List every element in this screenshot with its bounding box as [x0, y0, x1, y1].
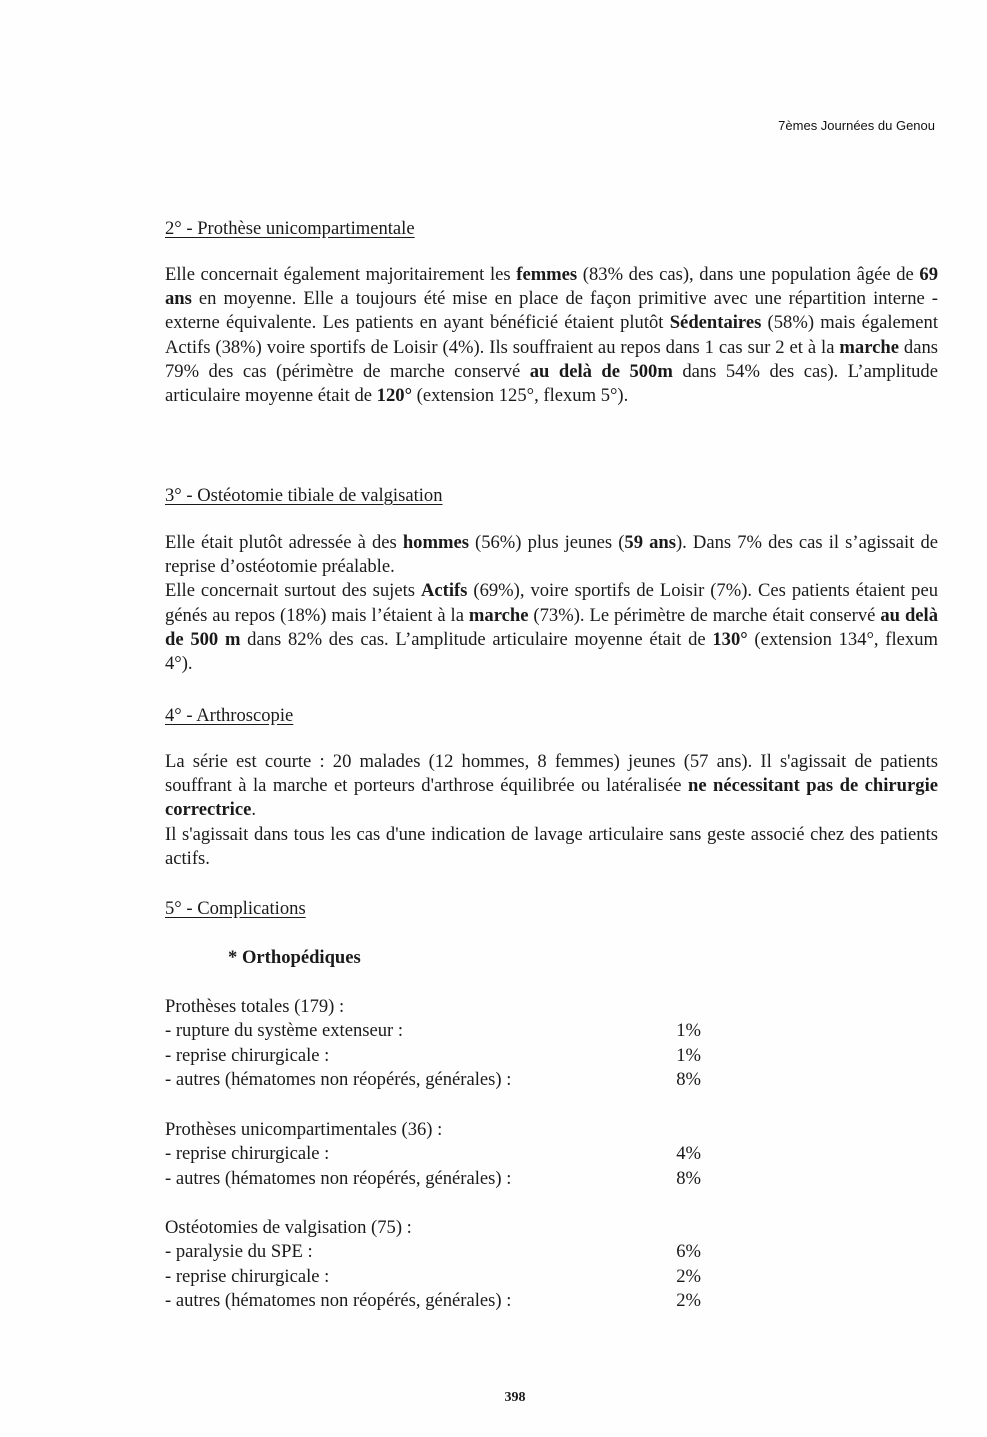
complication-value: 8%	[676, 1167, 701, 1189]
complication-row	[165, 1068, 725, 1092]
emphasis-text: 69 ans	[165, 264, 938, 310]
complication-value: 2%	[676, 1265, 701, 1287]
body-text: dans 79% des cas (périmètre de marche conservé	[165, 336, 938, 382]
complication-row	[165, 1044, 725, 1068]
body-text: (69%), voire sportifs de Loisir (7%). Ces patients étaient peu génés au repos (18%) mais l’étaient à la	[165, 580, 938, 626]
complication-label: - autres (hématomes non réopérés, générales) :	[165, 1167, 512, 1189]
complication-row	[165, 1142, 725, 1166]
complication-value: 1%	[676, 1020, 701, 1042]
body-text: dans 82% des cas. L’amplitude articulaire moyenne était de	[240, 628, 713, 650]
body-text: La série est courte : 20 malades (12 hommes, 8 femmes) jeunes (57 ans). Il s'agissait de patients souffrant à la marche et porteurs d'arthrose équilibrée ou latéralisée	[165, 751, 938, 797]
body-text: .	[251, 799, 256, 821]
body-text: (83% des cas), dans une population âgée de	[577, 264, 920, 285]
body-text: ). Dans 7% des cas il s’agissait de reprise d’ostéotomie préalable.	[165, 532, 938, 578]
page-number: 398	[504, 1390, 526, 1405]
complication-group-protheses-unicompartimentales	[165, 1118, 725, 1191]
emphasis-text: hommes	[402, 532, 469, 553]
emphasis-text: au delà de 500m	[529, 360, 673, 382]
complication-row	[165, 1167, 725, 1191]
section-paragraph	[165, 531, 938, 676]
complication-label: - reprise chirurgicale :	[165, 1044, 330, 1066]
section-heading-complications: 5° - Complications	[165, 898, 306, 919]
emphasis-text: 59 ans	[624, 532, 676, 553]
subheading-orthopediques: * Orthopédiques	[228, 947, 361, 968]
emphasis-text: femmes	[516, 264, 578, 285]
group-title: Prothèses unicompartimentales (36) :	[165, 1119, 443, 1140]
body-text: en moyenne. Elle a toujours été mise en place de façon primitive avec une répartition interne - externe équivalente. Les patients en ayant bénéficié étaient plutôt	[165, 288, 938, 334]
emphasis-text: Sédentaires	[669, 312, 762, 334]
group-title: Prothèses totales (179) :	[165, 996, 345, 1017]
emphasis-text: marche	[839, 336, 899, 358]
complication-label: - paralysie du SPE :	[165, 1241, 313, 1263]
emphasis-text: 120°	[376, 385, 412, 407]
section-heading-osteotomie: 3° - Ostéotomie tibiale de valgisation	[165, 485, 443, 506]
complication-label: - reprise chirurgicale :	[165, 1143, 330, 1165]
emphasis-text: Actifs	[420, 580, 468, 602]
body-text: Elle concernait surtout des sujets	[165, 580, 421, 602]
emphasis-text: ne nécessitant pas de chirurgie correctrice	[165, 775, 938, 821]
body-text: Elle était plutôt adressée à des	[165, 532, 403, 553]
body-text: (56%) plus jeunes (	[468, 532, 625, 553]
body-text: (58%) mais également Actifs (38%) voire sportifs de Loisir (4%). Ils souffraient au repos dans 1 cas sur 2 et à la	[165, 312, 938, 358]
body-text: (73%). Le périmètre de marche était conservé	[528, 604, 881, 626]
complication-label: - autres (hématomes non réopérés, générales) :	[165, 1290, 512, 1312]
emphasis-text: marche	[468, 604, 529, 626]
complication-label: - reprise chirurgicale :	[165, 1265, 330, 1287]
section-paragraph	[165, 750, 938, 871]
emphasis-text: 130°	[712, 628, 748, 650]
complication-label: - rupture du système extenseur :	[165, 1020, 404, 1042]
complication-value: 8%	[676, 1069, 701, 1091]
section-heading-unicompartimentale: 2° - Prothèse unicompartimentale	[165, 218, 415, 239]
body-text: Elle concernait également majoritairement les	[165, 264, 517, 285]
complication-value: 6%	[676, 1241, 701, 1263]
complication-row	[165, 1289, 725, 1313]
complication-group-protheses-totales	[165, 995, 725, 1093]
complication-value: 1%	[676, 1044, 701, 1066]
complication-value: 2%	[676, 1290, 701, 1312]
complication-value: 4%	[676, 1143, 701, 1165]
body-text: (extension 125°, flexum 5°).	[412, 385, 629, 407]
body-text: Il s'agissait dans tous les cas d'une indication de lavage articulaire sans geste associé chez des patients actifs.	[165, 823, 938, 869]
complication-label: - autres (hématomes non réopérés, générales) :	[165, 1069, 512, 1091]
complication-row	[165, 1240, 725, 1264]
running-header: 7èmes Journées du Genou	[778, 118, 935, 133]
section-paragraph	[165, 263, 938, 408]
body-text: dans 54% des cas). L’amplitude articulaire moyenne était de	[165, 360, 938, 407]
group-title: Ostéotomies de valgisation (75) :	[165, 1217, 412, 1238]
complication-group-osteotomies	[165, 1216, 725, 1314]
emphasis-text: au delà de 500 m	[165, 604, 939, 650]
complication-row	[165, 1019, 725, 1043]
complication-row	[165, 1265, 725, 1289]
body-text: (extension 134°, flexum 4°).	[165, 628, 938, 675]
section-heading-arthroscopie: 4° - Arthroscopie	[165, 705, 294, 726]
